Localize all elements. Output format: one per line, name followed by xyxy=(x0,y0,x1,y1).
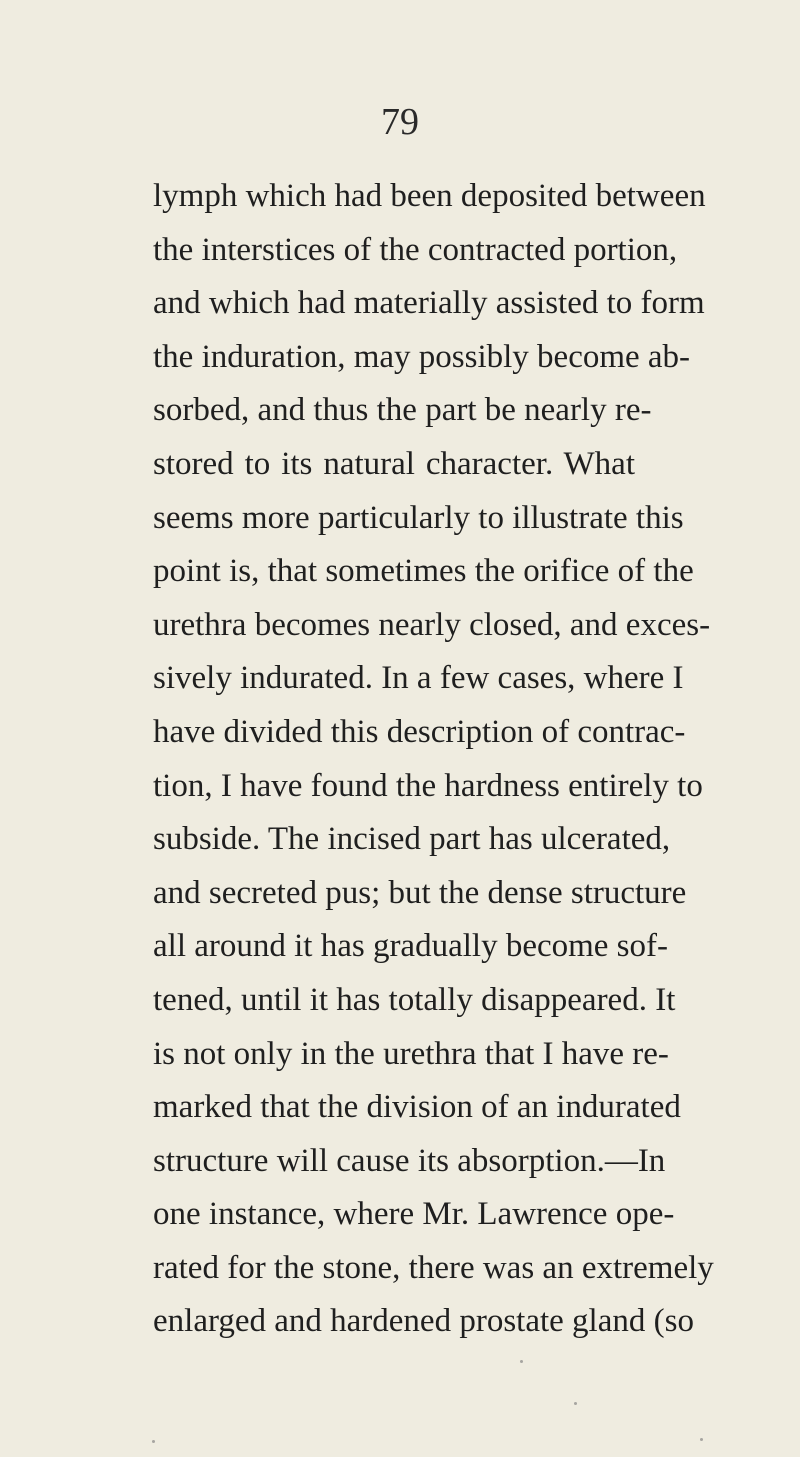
text-line: tion, I have found the hardness entirely to xyxy=(153,767,703,804)
text-line: sively indurated. In a few cases, where I xyxy=(153,660,684,697)
text-line: have divided this description of contrac- xyxy=(153,713,686,750)
page-number: 79 xyxy=(381,101,419,143)
text-line: point is, that sometimes the orifice of the xyxy=(153,553,694,590)
paper-speck xyxy=(700,1438,703,1441)
text-line: all around it has gradually become sof- xyxy=(153,928,668,965)
text-line: tened, until it has totally disappeared. It xyxy=(153,981,676,1018)
text-line: marked that the division of an indurated xyxy=(153,1089,681,1126)
text-line: structure will cause its absorption.—In xyxy=(153,1142,666,1179)
text-line: subside. The incised part has ulcerated, xyxy=(153,821,671,858)
text-line: and secreted pus; but the dense structure xyxy=(153,874,687,911)
paper-speck xyxy=(520,1360,523,1363)
text-line: the induration, may possibly become ab- xyxy=(153,338,691,375)
body-text xyxy=(153,170,714,1349)
paper-speck xyxy=(152,1440,155,1443)
text-line: stored to its natural character. What xyxy=(153,445,635,482)
text-line: lymph which had been deposited between xyxy=(153,178,706,214)
text-line: one instance, where Mr. Lawrence ope- xyxy=(153,1196,675,1233)
text-line: the interstices of the contracted portion, xyxy=(153,231,678,268)
text-line: and which had materially assisted to form xyxy=(153,285,705,322)
text-line: rated for the stone, there was an extremely xyxy=(153,1249,714,1286)
text-line: seems more particularly to illustrate this xyxy=(153,499,684,536)
text-line: enlarged and hardened prostate gland (so xyxy=(153,1303,694,1340)
text-line: urethra becomes nearly closed, and exces- xyxy=(153,606,711,643)
paper-speck xyxy=(574,1402,577,1405)
text-line: sorbed, and thus the part be nearly re- xyxy=(153,392,652,429)
text-line: is not only in the urethra that I have re- xyxy=(153,1035,669,1072)
